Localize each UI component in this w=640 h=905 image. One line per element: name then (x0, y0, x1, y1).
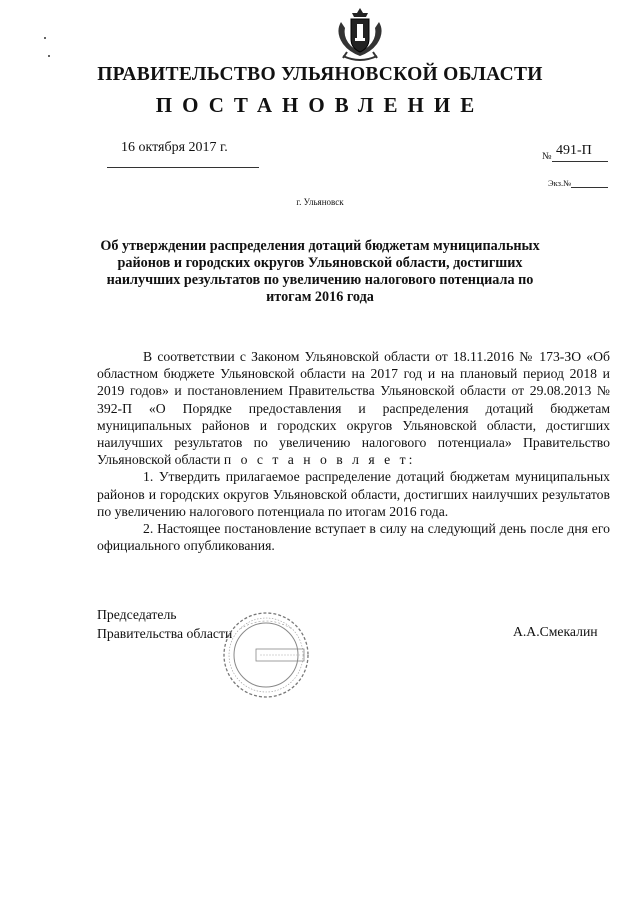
paragraph-item-1: 1. Утвердить прилагаемое распределение дотаций бюджетам муниципальных районов и городских округов Ульяновской области, достигших наилучших результатов по увеличению налогового потенциала по итогам 2016 года. (97, 469, 610, 519)
number-sign: № (542, 151, 552, 162)
number-underline (552, 161, 608, 162)
coat-of-arms-icon (333, 6, 387, 64)
document-date: 16 октября 2017 г. (121, 140, 228, 155)
paragraph-item-2: 2. Настоящее постановление вступает в силу на следующий день после дня его официального опубликования. (97, 521, 610, 554)
paragraph-preamble (97, 348, 610, 468)
margin-speck (44, 37, 46, 39)
margin-speck (48, 55, 50, 57)
document-subject: Об утверждении распределения дотаций бюджетам муниципальных районов и городских округов Ульяновской области, достигших наилучших результатов по увеличению налогового потенциала по итогам 2016 года (100, 238, 540, 305)
signatory-title (97, 605, 232, 643)
resolves-verb: п о с т а н о в л я е т: (223, 452, 416, 468)
copy-number-label: Экз.№ (548, 178, 572, 188)
preamble-text: В соответствии с Законом Ульяновской области от 18.11.2016 № 173-ЗО «Об областном бюджете Ульяновской области на 2017 год и на плановый период 2018 и 2019 годов» и постановлением Правительства Ульяновской области от 29.08.2013 № 392-П «О Порядке предоставления и распределения дотаций бюджетам муниципальных районов и городских округов Ульяновской области, достигших наилучших результатов по увеличению налогового потенциала» Правительство Ульяновской области (97, 349, 610, 468)
document-type-title: ПОСТАНОВЛЕНИЕ (155, 93, 485, 117)
seal-stamp-icon (220, 609, 312, 701)
date-underline (107, 167, 259, 168)
signatory-title-line1: Председатель (97, 607, 177, 622)
signatory-title-line2: Правительства области (97, 626, 233, 641)
signatory-name: А.А.Смекалин (513, 624, 598, 639)
document-body (97, 348, 610, 554)
city: г. Ульяновск (296, 197, 344, 207)
copy-number-underline (571, 187, 608, 188)
government-name: ПРАВИТЕЛЬСТВО УЛЬЯНОВСКОЙ ОБЛАСТИ (97, 64, 543, 85)
document-number: 491-П (556, 143, 592, 158)
